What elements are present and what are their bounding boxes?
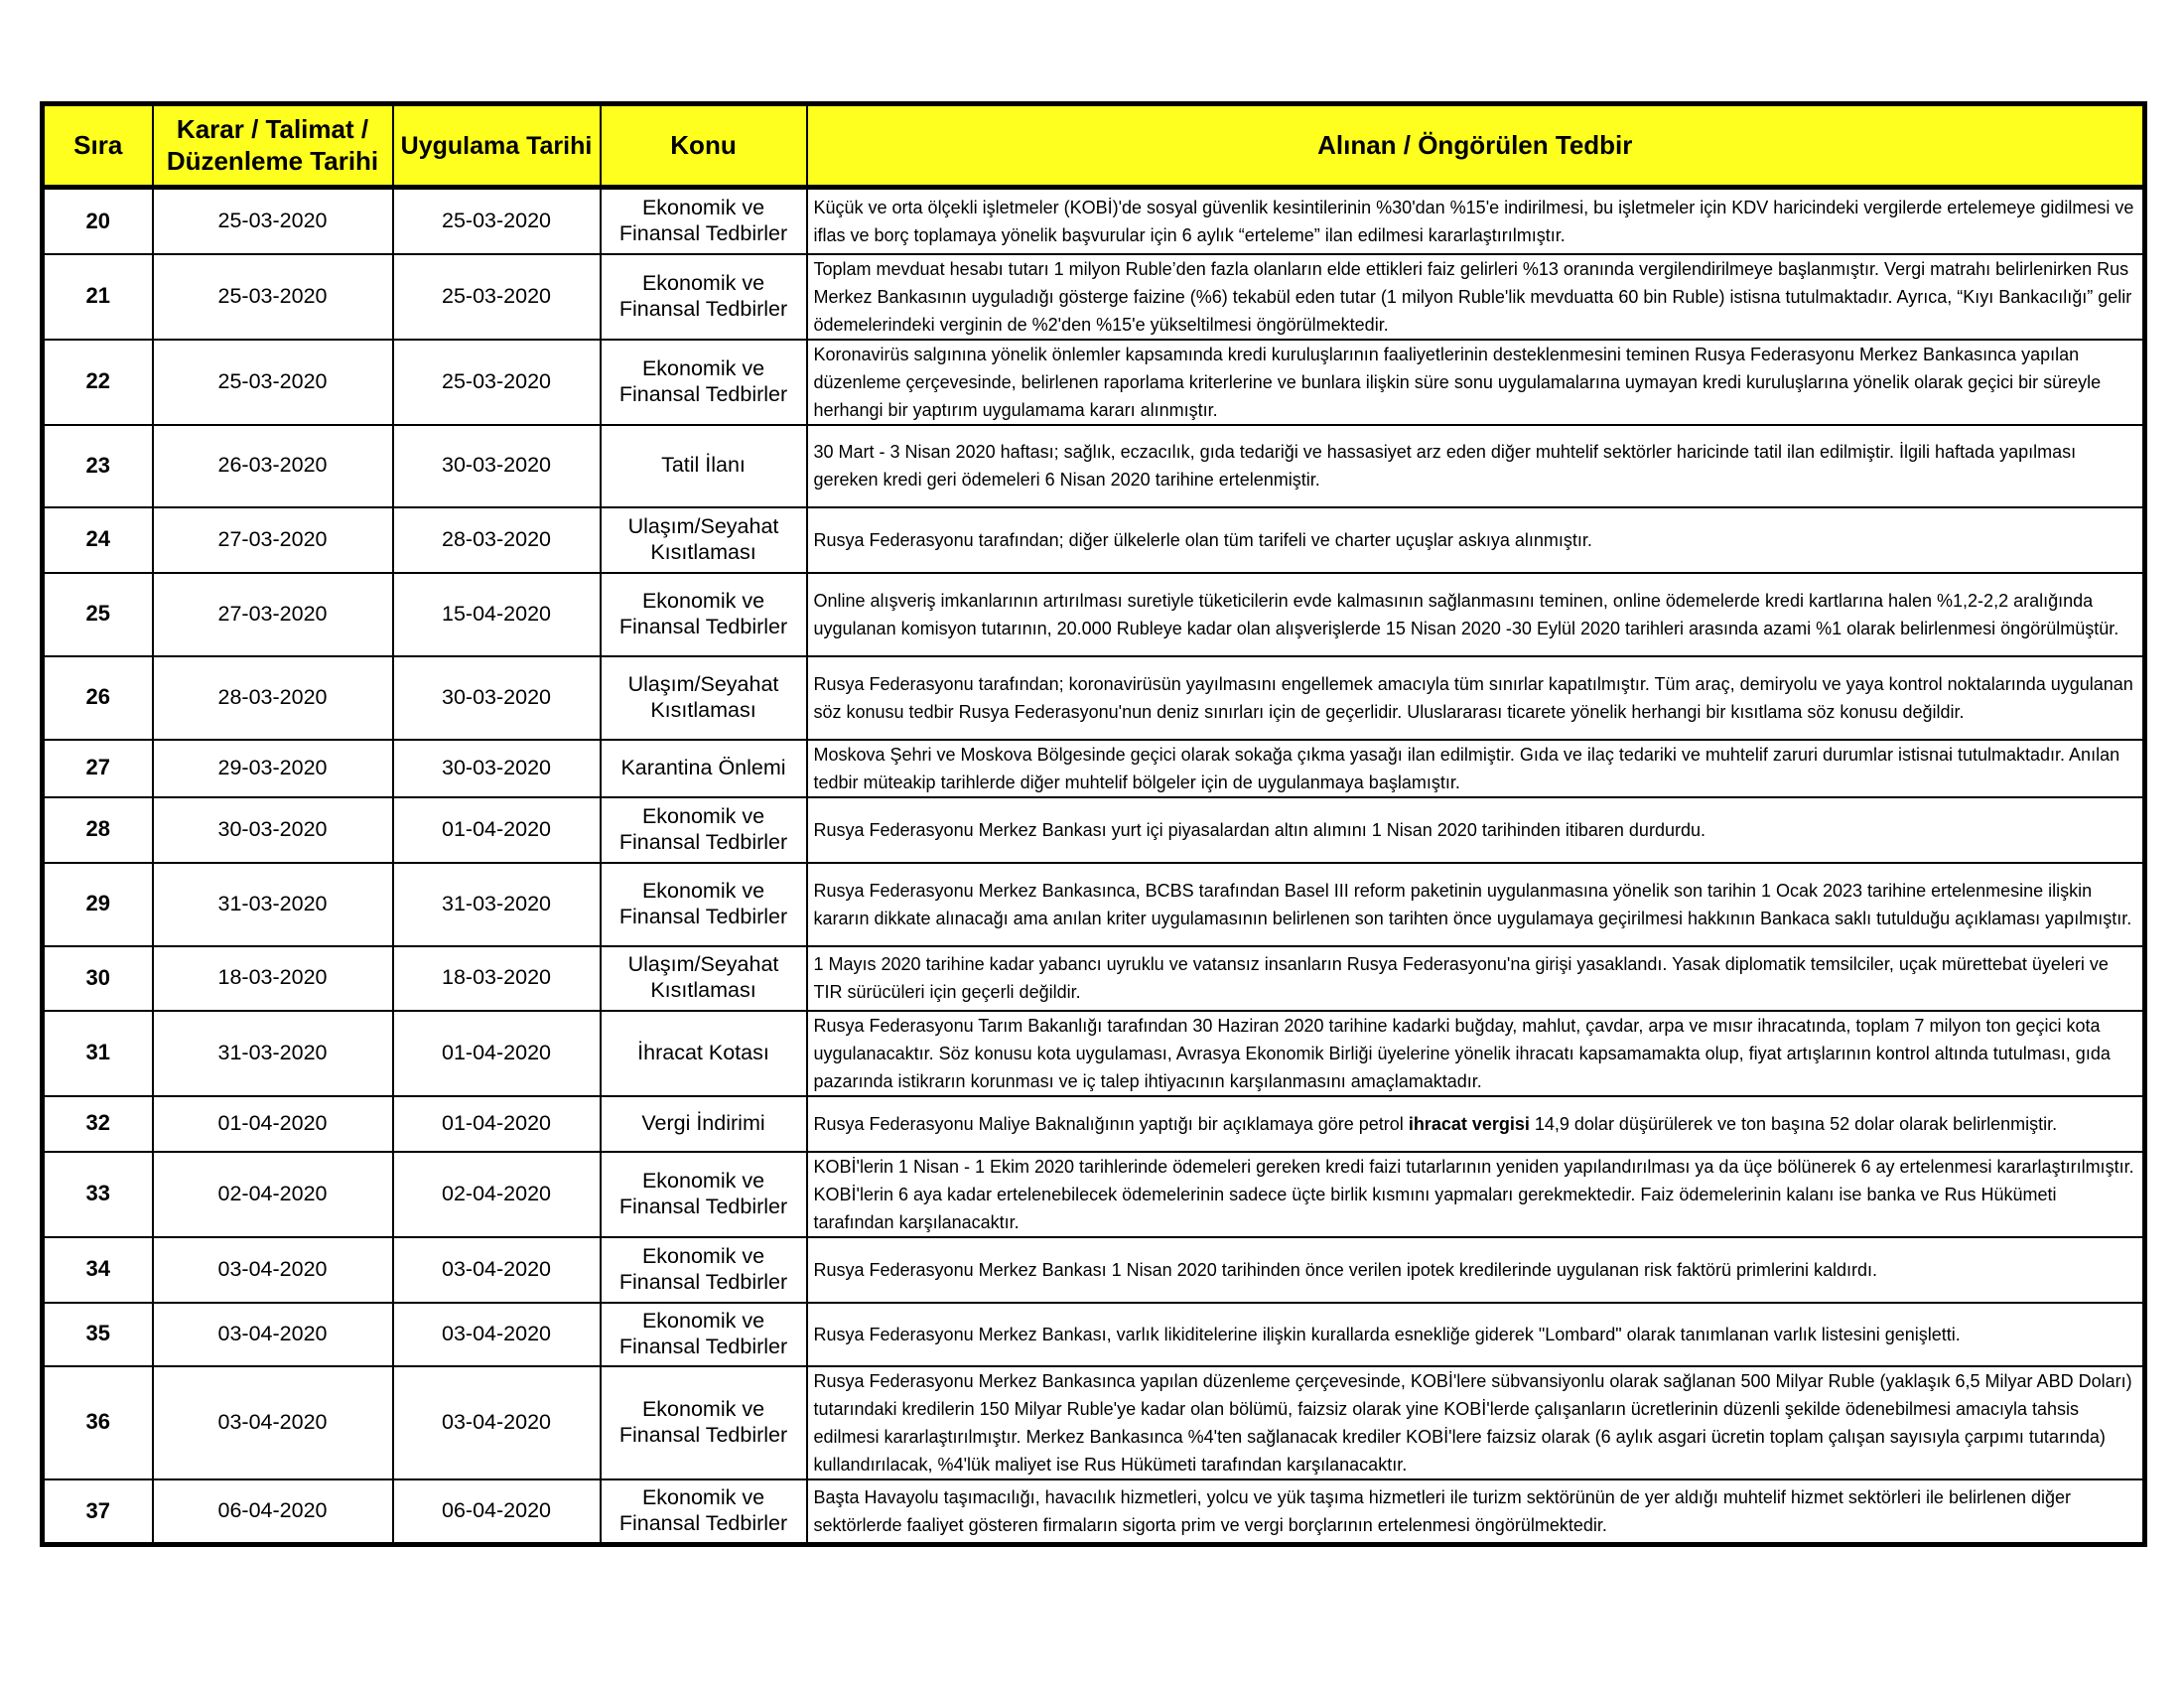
- tedbir-text-bold: ihracat vergisi: [1408, 1113, 1530, 1134]
- row-tedbir: Moskova Şehri ve Moskova Bölgesinde geçici olarak sokağa çıkma yasağı ilan edilmiştir. Gıda ve ilaç tedariki ve muhtelif zaruri durumlar istisnai tutulmaktadır. Anılan tedbir müteakip tarihlerde diğer muhtelif bölgeler için de uygulanmaya başlamıştır.: [807, 740, 2145, 797]
- row-karar-tarihi: 25-03-2020: [153, 340, 393, 425]
- row-uygulama-tarihi: 18-03-2020: [393, 946, 601, 1011]
- table-row: [43, 656, 2145, 740]
- row-konu: Tatil İlanı: [601, 425, 807, 507]
- row-tedbir: Koronavirüs salgınına yönelik önlemler kapsamında kredi kuruluşlarının faaliyetlerinin desteklenmesini teminen Rusya Federasyonu Merkez Bankasınca yapılan düzenleme çerçevesinde, belirlenen raporlama kriterlerine ve bunlara ilişkin süre sonu uygulamalarına uymayan kredi kuruluşlarına yönelik olarak geçici bir süreyle herhangi bir yaptırım uygulamama kararı alınmıştır.: [807, 340, 2145, 425]
- row-sira: 33: [43, 1152, 153, 1237]
- row-tedbir: Rusya Federasyonu Merkez Bankasınca yapılan düzenleme çerçevesinde, KOBİ'lere sübvansiyonlu olarak sağlanan 500 Milyar Ruble (yaklaşık 6,5 Milyar ABD Doları) tutarındaki kredilerin 150 Milyar Ruble'ye kadar olan bölümü, faizsiz olarak yine KOBİ'lerde çalışanların ücretlerinin düzenli şekilde ödenebilmesi amacıyla tahsis edilmesi kararlaştırılmıştır. Merkez Bankasınca %4'ten sağlanacak krediler KOBİ'lere faizsiz olarak (6 aylık asgari ücretin toplam çalışan sayısıyla çarpımı tutarında) kullandırılacak, %4'lük maliyet ise Rus Hükümeti tarafından karşılanacaktır.: [807, 1366, 2145, 1479]
- row-konu: Ekonomik ve Finansal Tedbirler: [601, 340, 807, 425]
- row-konu: Ekonomik ve Finansal Tedbirler: [601, 1303, 807, 1366]
- table-row: [43, 740, 2145, 797]
- row-tedbir: Rusya Federasyonu tarafından; koronavirüsün yayılmasını engellemek amacıyla tüm sınırlar kapatılmıştır. Tüm araç, demiryolu ve yaya kontrol noktalarında uygulanan söz konusu tedbir Rusya Federasyonu'nun deniz sınırları için de geçerlidir. Uluslararası ticarete yönelik herhangi bir kısıtlama söz konusu değildir.: [807, 656, 2145, 740]
- row-konu: Vergi İndirimi: [601, 1096, 807, 1152]
- measures-table: [40, 101, 2147, 1547]
- row-uygulama-tarihi: 01-04-2020: [393, 797, 601, 863]
- row-sira: 36: [43, 1366, 153, 1479]
- row-uygulama-tarihi: 25-03-2020: [393, 254, 601, 340]
- table-row: [43, 340, 2145, 425]
- row-karar-tarihi: 03-04-2020: [153, 1237, 393, 1303]
- row-uygulama-tarihi: 06-04-2020: [393, 1479, 601, 1545]
- row-uygulama-tarihi: 25-03-2020: [393, 188, 601, 254]
- row-sira: 29: [43, 863, 153, 946]
- row-konu: İhracat Kotası: [601, 1011, 807, 1096]
- row-karar-tarihi: 27-03-2020: [153, 573, 393, 656]
- row-konu: Ulaşım/Seyahat Kısıtlaması: [601, 656, 807, 740]
- row-sira: 24: [43, 507, 153, 573]
- table-row: [43, 507, 2145, 573]
- row-sira: 34: [43, 1237, 153, 1303]
- row-sira: 27: [43, 740, 153, 797]
- row-tedbir: 1 Mayıs 2020 tarihine kadar yabancı uyruklu ve vatansız insanların Rusya Federasyonu'na girişi yasaklandı. Yasak diplomatik temsilciler, uçak mürettebat üyeleri ve TIR sürücüleri için geçerli değildir.: [807, 946, 2145, 1011]
- row-konu: Ekonomik ve Finansal Tedbirler: [601, 573, 807, 656]
- row-konu: Ekonomik ve Finansal Tedbirler: [601, 1366, 807, 1479]
- row-karar-tarihi: 31-03-2020: [153, 1011, 393, 1096]
- row-karar-tarihi: 25-03-2020: [153, 254, 393, 340]
- table-row: [43, 573, 2145, 656]
- table-row: [43, 188, 2145, 254]
- row-tedbir: Toplam mevduat hesabı tutarı 1 milyon Ruble’den fazla olanların elde ettikleri faiz gelirleri %13 oranında vergilendirilmeye başlanmıştır. Vergi matrahı belirlenirken Rus Merkez Bankasının uyguladığı gösterge faizine (%6) tekabül eden tutar (1 milyon Ruble'lik mevduatta 60 bin Ruble) istisna tutulmaktadır. Ayrıca, “Kıyı Bankacılığı” gelir ödemelerindeki verginin de %2'den %15'e yükseltilmesi öngörülmektedir.: [807, 254, 2145, 340]
- row-tedbir: KOBİ'lerin 1 Nisan - 1 Ekim 2020 tarihlerinde ödemeleri gereken kredi faizi tutarlarının yeniden yapılandırılması ya da üçe bölünerek 6 ay ertelenmesi kararlaştırılmıştır. KOBİ'lerin 6 aya kadar ertelenebilecek ödemelerinin sadece üçte birlik kısmını yapmaları gerekmektedir. Faiz ödemelerinin kalanı ise banka ve Rus Hükümeti tarafından karşılanacaktır.: [807, 1152, 2145, 1237]
- row-tedbir: 30 Mart - 3 Nisan 2020 haftası; sağlık, eczacılık, gıda tedariği ve hassasiyet arz eden diğer muhtelif sektörler haricinde tatil ilan edilmiştir. İlgili haftada yapılması gereken kredi geri ödemeleri 6 Nisan 2020 tarihine ertelenmiştir.: [807, 425, 2145, 507]
- row-sira: 31: [43, 1011, 153, 1096]
- table-row: [43, 863, 2145, 946]
- row-sira: 25: [43, 573, 153, 656]
- row-karar-tarihi: 27-03-2020: [153, 507, 393, 573]
- row-uygulama-tarihi: 25-03-2020: [393, 340, 601, 425]
- row-konu: Ekonomik ve Finansal Tedbirler: [601, 1152, 807, 1237]
- row-sira: 37: [43, 1479, 153, 1545]
- row-uygulama-tarihi: 28-03-2020: [393, 507, 601, 573]
- table-row: [43, 797, 2145, 863]
- table-row: [43, 1096, 2145, 1152]
- row-tedbir: Rusya Federasyonu Merkez Bankası, varlık likiditelerine ilişkin kurallarda esnekliğe giderek "Lombard" olarak tanımlanan varlık listesini genişletti.: [807, 1303, 2145, 1366]
- row-uygulama-tarihi: 03-04-2020: [393, 1303, 601, 1366]
- header-karar-tarihi: [153, 104, 393, 188]
- row-konu: Ekonomik ve Finansal Tedbirler: [601, 863, 807, 946]
- row-konu: Ekonomik ve Finansal Tedbirler: [601, 188, 807, 254]
- row-tedbir: Rusya Federasyonu Merkez Bankasınca, BCBS tarafından Basel III reform paketinin uygulanmasına yönelik son tarihin 1 Ocak 2023 tarihine ertelenmesine ilişkin kararın dikkate alınacağı ama anılan kriter uygulamasının belirlenen son tarihten önce uygulamaya geçirilmesi hakkının Bankaca saklı tutulduğu açıklaması yapılmıştır.: [807, 863, 2145, 946]
- row-karar-tarihi: 03-04-2020: [153, 1303, 393, 1366]
- tedbir-text-pre: Rusya Federasyonu Maliye Baknalığının yaptığı bir açıklamaya göre petrol: [813, 1113, 1409, 1134]
- row-tedbir: Başta Havayolu taşımacılığı, havacılık hizmetleri, yolcu ve yük taşıma hizmetleri ile turizm sektörünün de yer aldığı muhtelif hizmet sektörleri ile belirlenen diğer sektörlerde faaliyet gösteren firmaların sigorta prim ve vergi borçlarının ertelenmesi öngörülmektedir.: [807, 1479, 2145, 1545]
- row-uygulama-tarihi: 01-04-2020: [393, 1096, 601, 1152]
- row-sira: 30: [43, 946, 153, 1011]
- row-sira: 21: [43, 254, 153, 340]
- row-konu: Ekonomik ve Finansal Tedbirler: [601, 1479, 807, 1545]
- header-karar-line2: Düzenleme Tarihi: [166, 145, 379, 176]
- row-karar-tarihi: 06-04-2020: [153, 1479, 393, 1545]
- row-karar-tarihi: 28-03-2020: [153, 656, 393, 740]
- row-karar-tarihi: 25-03-2020: [153, 188, 393, 254]
- header-row: [43, 104, 2145, 188]
- row-tedbir: Online alışveriş imkanlarının artırılması suretiyle tüketicilerin evde kalmasının sağlanmasını teminen, online ödemelerde kredi kartlarına halen %1,2-2,2 aralığında uygulanan komisyon tutarının, 20.000 Rubleye kadar olan alışverişlerde 15 Nisan 2020 -30 Eylül 2020 tarihleri arasında azami %1 olarak belirlenmesi öngörülmüştür.: [807, 573, 2145, 656]
- table-row: [43, 1366, 2145, 1479]
- header-tedbir: Alınan / Öngörülen Tedbir: [807, 104, 2145, 188]
- row-karar-tarihi: 31-03-2020: [153, 863, 393, 946]
- table-row: [43, 425, 2145, 507]
- table-row: [43, 1152, 2145, 1237]
- row-sira: 35: [43, 1303, 153, 1366]
- row-tedbir: Rusya Federasyonu Merkez Bankası yurt içi piyasalardan altın alımını 1 Nisan 2020 tarihinden itibaren durdurdu.: [807, 797, 2145, 863]
- row-konu: Ulaşım/Seyahat Kısıtlaması: [601, 507, 807, 573]
- table-row: [43, 1479, 2145, 1545]
- row-konu: Ekonomik ve Finansal Tedbirler: [601, 254, 807, 340]
- row-konu: Karantina Önlemi: [601, 740, 807, 797]
- row-sira: 26: [43, 656, 153, 740]
- row-uygulama-tarihi: 03-04-2020: [393, 1237, 601, 1303]
- table-row: [43, 254, 2145, 340]
- row-sira: 32: [43, 1096, 153, 1152]
- row-tedbir: Küçük ve orta ölçekli işletmeler (KOBİ)'de sosyal güvenlik kesintilerinin %30'dan %15'e indirilmesi, bu işletmeler için KDV haricindeki vergilerde ertelemeye gidilmesi ve iflas ve borç toplamaya yönelik başvurular için 6 aylık “erteleme” ilan edilmesi kararlaştırılmıştır.: [807, 188, 2145, 254]
- header-konu: Konu: [601, 104, 807, 188]
- row-konu: Ekonomik ve Finansal Tedbirler: [601, 1237, 807, 1303]
- row-sira: 22: [43, 340, 153, 425]
- row-tedbir: [807, 1096, 2145, 1152]
- row-konu: Ulaşım/Seyahat Kısıtlaması: [601, 946, 807, 1011]
- header-karar-line1: Karar / Talimat /: [176, 114, 369, 145]
- row-karar-tarihi: 26-03-2020: [153, 425, 393, 507]
- table-row: [43, 1303, 2145, 1366]
- row-sira: 23: [43, 425, 153, 507]
- row-uygulama-tarihi: 30-03-2020: [393, 656, 601, 740]
- row-uygulama-tarihi: 03-04-2020: [393, 1366, 601, 1479]
- row-uygulama-tarihi: 02-04-2020: [393, 1152, 601, 1237]
- row-sira: 20: [43, 188, 153, 254]
- header-uygulama-tarihi: Uygulama Tarihi: [393, 104, 601, 188]
- row-tedbir: Rusya Federasyonu Merkez Bankası 1 Nisan 2020 tarihinden önce verilen ipotek kredilerinde uygulanan risk faktörü primlerini kaldırdı.: [807, 1237, 2145, 1303]
- row-karar-tarihi: 18-03-2020: [153, 946, 393, 1011]
- table-row: [43, 946, 2145, 1011]
- row-karar-tarihi: 02-04-2020: [153, 1152, 393, 1237]
- row-uygulama-tarihi: 30-03-2020: [393, 740, 601, 797]
- row-uygulama-tarihi: 30-03-2020: [393, 425, 601, 507]
- row-karar-tarihi: 30-03-2020: [153, 797, 393, 863]
- tedbir-text-post: 14,9 dolar düşürülerek ve ton başına 52 dolar olarak belirlenmiştir.: [1529, 1113, 2058, 1134]
- row-karar-tarihi: 01-04-2020: [153, 1096, 393, 1152]
- row-uygulama-tarihi: 31-03-2020: [393, 863, 601, 946]
- row-uygulama-tarihi: 01-04-2020: [393, 1011, 601, 1096]
- row-uygulama-tarihi: 15-04-2020: [393, 573, 601, 656]
- row-sira: 28: [43, 797, 153, 863]
- row-konu: Ekonomik ve Finansal Tedbirler: [601, 797, 807, 863]
- header-sira: Sıra: [43, 104, 153, 188]
- row-karar-tarihi: 29-03-2020: [153, 740, 393, 797]
- table-row: [43, 1011, 2145, 1096]
- row-tedbir: Rusya Federasyonu tarafından; diğer ülkelerle olan tüm tarifeli ve charter uçuşlar askıya alınmıştır.: [807, 507, 2145, 573]
- row-tedbir: Rusya Federasyonu Tarım Bakanlığı tarafından 30 Haziran 2020 tarihine kadarki buğday, mahlut, çavdar, arpa ve mısır ihracatında, toplam 7 milyon ton geçici kota uygulanacaktır. Söz konusu kota uygulaması, Avrasya Ekonomik Birliği üyelerine yönelik ihracatı kapsamamakta olup, fiyat artışlarının kontrol altında tutulması, gıda pazarında istikrarın korunması ve iç talep ihtiyacının karşılanmasını amaçlamaktadır.: [807, 1011, 2145, 1096]
- table-row: [43, 1237, 2145, 1303]
- row-karar-tarihi: 03-04-2020: [153, 1366, 393, 1479]
